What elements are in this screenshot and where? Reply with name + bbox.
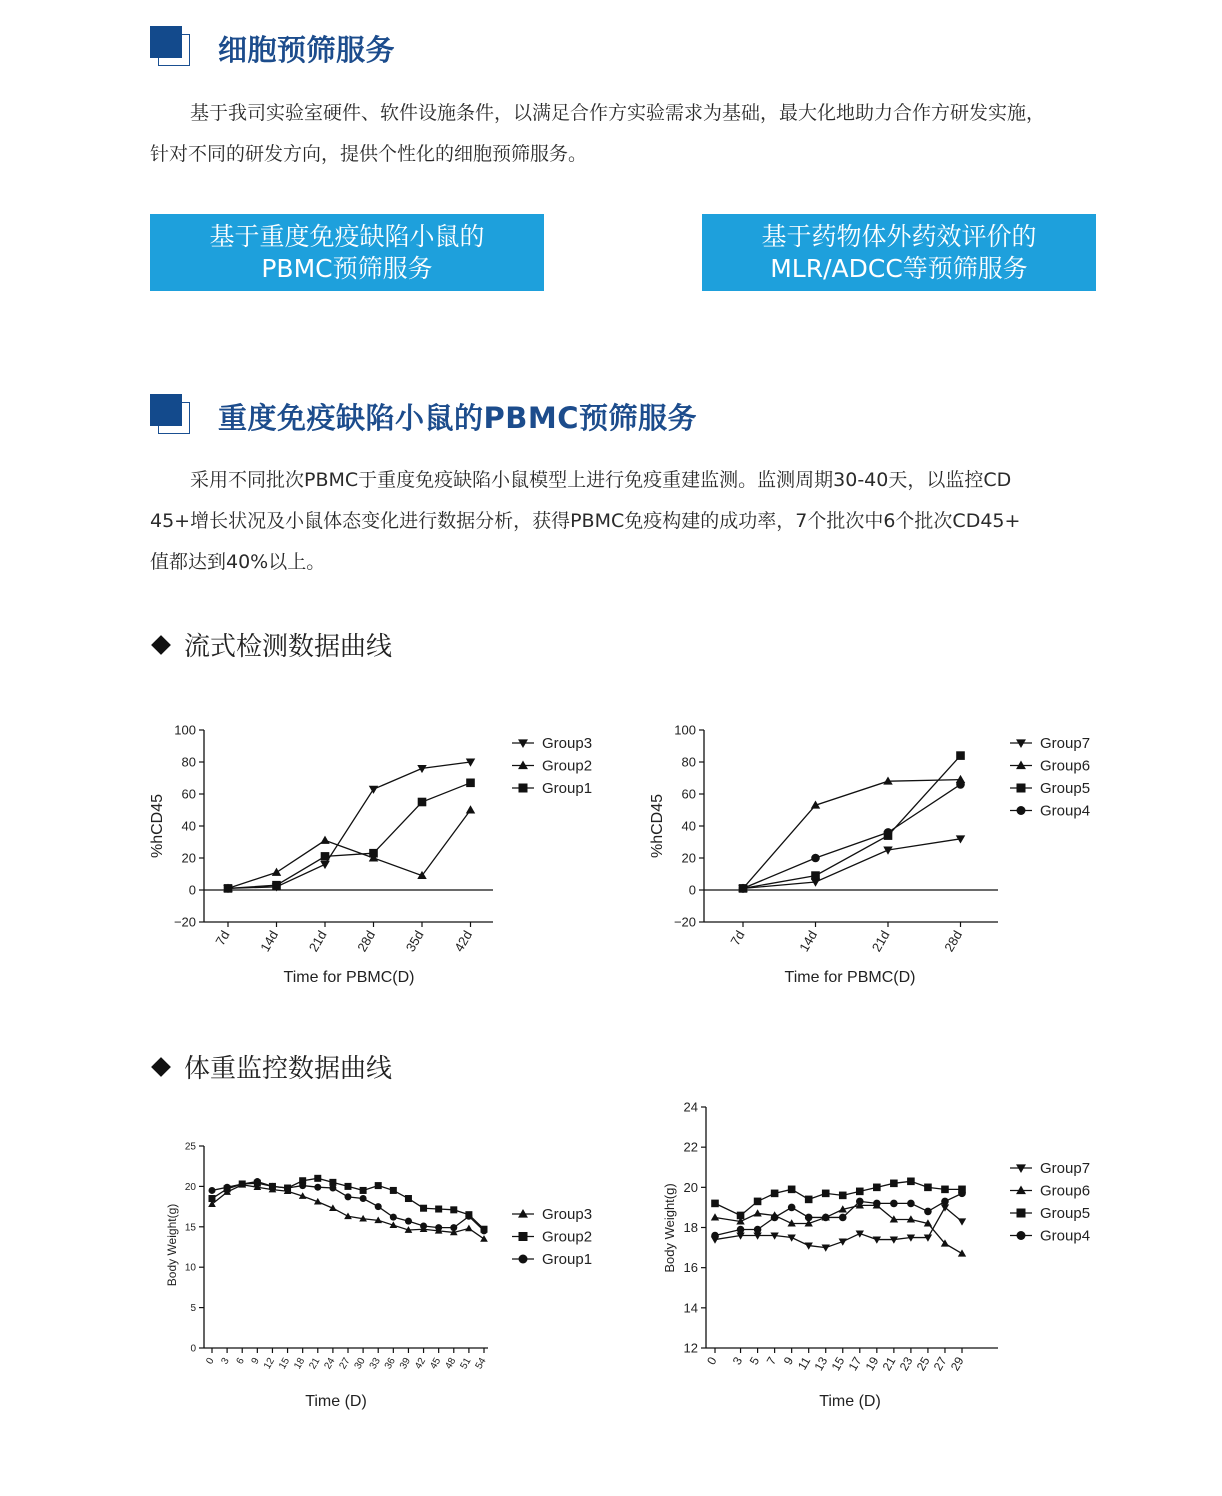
x-tick-label: 13	[811, 1354, 831, 1374]
y-tick-label: 0	[188, 882, 196, 898]
data-point-group2	[405, 1195, 412, 1202]
legend-entry: Group7	[1040, 735, 1091, 752]
legend-marker	[1017, 1209, 1026, 1218]
data-point-group5	[754, 1198, 762, 1206]
data-point-group2	[209, 1195, 216, 1202]
legend-marker	[519, 784, 528, 793]
x-tick-label: 7d	[727, 928, 748, 949]
x-tick-label: 36	[382, 1356, 398, 1372]
legend-marker	[518, 761, 528, 770]
data-point-group4	[805, 1214, 813, 1222]
data-point-group1	[321, 852, 330, 861]
data-point-group2	[320, 836, 329, 844]
data-point-group5	[737, 1212, 745, 1220]
data-point-group2	[314, 1175, 321, 1182]
x-tick-label: 21	[307, 1356, 323, 1372]
data-point-group6	[753, 1209, 761, 1216]
y-axis-label: Body Weight(g)	[165, 1203, 179, 1287]
data-point-group7	[822, 1245, 830, 1252]
data-point-group2	[345, 1183, 352, 1190]
data-point-group1	[420, 1222, 427, 1229]
x-tick-label: 45	[428, 1356, 444, 1372]
x-tick-label: 15	[828, 1354, 848, 1374]
series-line-group4	[743, 784, 961, 888]
x-tick-label: 42	[413, 1356, 429, 1372]
data-point-group1	[435, 1224, 442, 1231]
y-tick-label: −20	[673, 914, 696, 930]
data-point-group1	[465, 1213, 472, 1220]
data-point-group1	[269, 1183, 276, 1190]
y-tick-label: 40	[681, 818, 696, 834]
x-tick-label: 5	[746, 1354, 763, 1368]
legend-entry: Group6	[1040, 1182, 1091, 1200]
data-point-group4	[711, 1232, 719, 1240]
data-point-group7	[958, 1218, 966, 1225]
series-line-group4	[715, 1193, 962, 1235]
data-point-group5	[907, 1178, 915, 1186]
x-tick-label: 29	[947, 1354, 967, 1374]
data-point-group4	[907, 1200, 915, 1208]
y-tick-label: 15	[184, 1222, 196, 1234]
y-axis-label: %hCD45	[149, 793, 166, 859]
section-pbmc-paragraph: 采用不同批次PBMC于重度免疫缺陷小鼠模型上进行免疫重建监测。监测周期30-40天，以监控CD 45+增长状况及小鼠体态变化进行数据分析，获得PBMC免疫构建的成功率，7个批次中6个批次CD45+ 值都达到40%以上。	[150, 469, 1021, 573]
x-tick-label: 14d	[796, 928, 821, 955]
x-tick-label: 21d	[305, 928, 330, 955]
legend-entry: Group4	[1040, 1227, 1091, 1245]
legend-marker	[1016, 1186, 1026, 1195]
data-point-group4	[956, 780, 965, 789]
x-tick-label: 51	[458, 1356, 474, 1372]
y-tick-label: 20	[681, 850, 696, 866]
section-square-icon	[150, 394, 190, 434]
data-point-group3	[344, 1212, 352, 1219]
data-point-group1	[481, 1227, 488, 1234]
x-tick-label: 27	[337, 1356, 353, 1372]
data-point-group3	[465, 1225, 473, 1232]
x-tick-label: 17	[845, 1354, 865, 1374]
y-tick-label: 0	[190, 1343, 196, 1355]
y-axis-label: Body Weight(g)	[662, 1183, 677, 1273]
data-point-group4	[856, 1198, 864, 1206]
data-point-group1	[272, 881, 281, 890]
data-point-group2	[435, 1206, 442, 1213]
series-line-group3	[228, 762, 471, 888]
data-point-group2	[450, 1206, 457, 1213]
x-tick-label: 9	[780, 1354, 797, 1368]
data-point-group4	[884, 828, 893, 837]
x-tick-label: 3	[729, 1354, 746, 1368]
x-axis-label: Time (D)	[819, 1393, 881, 1410]
x-tick-label: 9	[249, 1356, 262, 1367]
data-point-group4	[811, 854, 820, 863]
data-point-group4	[941, 1198, 949, 1206]
y-tick-label: 25	[184, 1141, 196, 1153]
data-point-group1	[375, 1203, 382, 1210]
data-point-group4	[839, 1214, 847, 1222]
data-point-group5	[873, 1184, 881, 1192]
data-point-group1	[239, 1180, 246, 1187]
data-point-group1	[405, 1218, 412, 1225]
legend-entry: Group6	[1040, 757, 1091, 775]
y-tick-label: 60	[681, 786, 696, 802]
x-tick-label: 27	[930, 1354, 950, 1374]
x-axis-label: Time for PBMC(D)	[283, 969, 415, 986]
x-tick-label: 21d	[868, 928, 893, 955]
data-point-group4	[788, 1204, 796, 1212]
flow-chart-left	[140, 720, 620, 1000]
series-line-group7	[743, 839, 961, 889]
x-tick-label: 15	[277, 1356, 293, 1372]
x-tick-label: 7d	[212, 928, 233, 949]
data-point-group1	[369, 849, 378, 858]
y-tick-label: 10	[184, 1262, 196, 1274]
legend-marker	[1016, 739, 1026, 748]
legend-entry: Group4	[1040, 802, 1091, 820]
data-point-group4	[737, 1226, 745, 1234]
section-title: 细胞预筛服务	[218, 33, 396, 67]
legend-marker	[1017, 1231, 1026, 1240]
data-point-group5	[771, 1190, 779, 1198]
legend-entry: Group2	[542, 757, 593, 775]
data-point-group4	[890, 1200, 898, 1208]
legend-marker	[1017, 784, 1026, 793]
y-tick-label: 18	[683, 1220, 698, 1236]
data-point-group1	[329, 1185, 336, 1192]
section-title: 重度免疫缺陷小鼠的PBMC预筛服务	[218, 401, 698, 435]
data-point-group1	[224, 884, 233, 893]
x-tick-label: 3	[219, 1356, 232, 1367]
x-tick-label: 39	[397, 1356, 414, 1372]
x-tick-label: 19	[862, 1354, 882, 1374]
data-point-group5	[924, 1184, 932, 1192]
data-point-group7	[883, 847, 892, 855]
data-point-group6	[958, 1249, 966, 1256]
data-point-group5	[856, 1188, 864, 1196]
data-point-group2	[390, 1187, 397, 1194]
x-tick-label: 54	[473, 1356, 489, 1372]
y-tick-label: 40	[181, 818, 196, 834]
x-axis-label: Time for PBMC(D)	[784, 969, 916, 986]
data-point-group4	[822, 1214, 830, 1222]
x-tick-label: 6	[234, 1356, 247, 1367]
x-tick-label: 14d	[257, 928, 282, 955]
x-tick-label: 42d	[451, 928, 476, 955]
data-point-group4	[771, 1214, 779, 1222]
subsection-flow-heading: 流式检测数据曲线	[150, 626, 392, 663]
data-point-group3	[480, 1235, 488, 1242]
y-tick-label: 0	[688, 882, 696, 898]
series-line-group5	[743, 756, 961, 889]
data-point-group1	[450, 1224, 457, 1231]
weight-chart-left	[140, 1100, 620, 1430]
series-line-group6	[743, 780, 961, 889]
data-point-group1	[209, 1187, 216, 1194]
data-point-group1	[284, 1185, 291, 1192]
data-point-group1	[360, 1195, 367, 1202]
legend-entry: Group3	[542, 1206, 593, 1223]
data-point-group5	[839, 1192, 847, 1200]
diamond-bullet-icon	[151, 1057, 171, 1077]
data-point-group3	[417, 765, 426, 773]
service-mlr-adcc-button[interactable]: 基于药物体外药效评价的 MLR/ADCC等预筛服务	[702, 214, 1096, 291]
data-point-group4	[873, 1200, 881, 1208]
data-point-group1	[314, 1184, 321, 1191]
data-point-group3	[320, 861, 329, 869]
section-intro-paragraph: 基于我司实验室硬件、软件设施条件，以满足合作方实验需求为基础，最大化地助力合作方研发实施， 针对不同的研发方向，提供个性化的细胞预筛服务。	[150, 102, 1046, 165]
data-point-group5	[811, 871, 820, 880]
data-point-group4	[924, 1208, 932, 1216]
data-point-group1	[466, 779, 475, 788]
data-point-group1	[418, 798, 427, 807]
y-tick-label: 12	[683, 1340, 698, 1356]
legend-entry: Group5	[1040, 780, 1091, 797]
data-point-group4	[958, 1190, 966, 1198]
service-pbmc-button[interactable]: 基于重度免疫缺陷小鼠的 PBMC预筛服务	[150, 214, 544, 291]
data-point-group1	[254, 1178, 261, 1185]
y-tick-label: 20	[181, 850, 196, 866]
y-tick-label: 16	[683, 1260, 698, 1276]
series-line-group1	[228, 783, 471, 889]
x-tick-label: 33	[367, 1356, 383, 1372]
x-tick-label: 7	[763, 1354, 780, 1368]
legend-marker	[519, 1232, 528, 1241]
data-point-group5	[788, 1186, 796, 1194]
data-point-group3	[369, 786, 378, 794]
legend-marker	[1016, 1164, 1026, 1173]
x-tick-label: 25	[913, 1354, 933, 1374]
data-point-group5	[941, 1186, 949, 1194]
x-tick-label: 30	[352, 1356, 368, 1372]
y-tick-label: 80	[681, 754, 696, 770]
y-tick-label: 60	[181, 786, 196, 802]
data-point-group2	[466, 805, 475, 813]
x-tick-label: 48	[443, 1356, 459, 1372]
flow-chart-right	[640, 720, 1120, 1000]
x-axis-label: Time (D)	[305, 1393, 367, 1410]
y-tick-label: 20	[184, 1181, 196, 1193]
x-tick-label: 23	[896, 1354, 916, 1374]
y-tick-label: 24	[683, 1099, 698, 1115]
diamond-bullet-icon	[151, 635, 171, 655]
x-tick-label: 12	[261, 1356, 278, 1372]
y-tick-label: 20	[683, 1179, 698, 1195]
x-tick-label: 28d	[354, 928, 379, 955]
data-point-group1	[345, 1193, 352, 1200]
data-point-group5	[956, 751, 965, 760]
weight-chart-right	[640, 1095, 1120, 1430]
y-tick-label: −20	[173, 914, 196, 930]
legend-entry: Group3	[542, 735, 593, 752]
data-point-group2	[360, 1187, 367, 1194]
data-point-group2	[272, 868, 281, 876]
data-point-group2	[420, 1205, 427, 1212]
y-tick-label: 14	[683, 1300, 698, 1316]
legend-marker	[518, 1209, 528, 1218]
data-point-group1	[390, 1214, 397, 1221]
section-square-icon	[150, 26, 190, 66]
legend-marker	[1016, 761, 1026, 770]
legend-entry: Group2	[542, 1228, 593, 1246]
y-tick-label: 22	[683, 1139, 698, 1155]
y-tick-label: 100	[674, 722, 696, 738]
subsection-weight-heading: 体重监控数据曲线	[150, 1048, 392, 1085]
data-point-group1	[299, 1182, 306, 1189]
data-point-group6	[711, 1213, 719, 1220]
legend-entry: Group5	[1040, 1205, 1091, 1222]
data-point-group7	[787, 1235, 795, 1242]
y-tick-label: 80	[181, 754, 196, 770]
x-tick-label: 11	[794, 1354, 814, 1373]
data-point-group5	[805, 1196, 813, 1204]
x-tick-label: 0	[204, 1356, 217, 1367]
data-point-group5	[711, 1200, 719, 1208]
data-point-group4	[754, 1226, 762, 1234]
data-point-group5	[890, 1180, 898, 1188]
legend-marker	[518, 739, 528, 748]
data-point-group5	[822, 1190, 830, 1198]
x-tick-label: 28d	[941, 928, 966, 955]
data-point-group4	[739, 884, 748, 893]
legend-marker	[1017, 806, 1026, 815]
data-point-group2	[375, 1182, 382, 1189]
x-tick-label: 0	[704, 1354, 720, 1368]
x-tick-label: 24	[322, 1356, 338, 1372]
series-line-group2	[228, 810, 471, 888]
y-tick-label: 5	[190, 1303, 196, 1315]
legend-entry: Group7	[1040, 1160, 1091, 1177]
data-point-group1	[224, 1184, 231, 1191]
series-line-group3	[212, 1185, 484, 1239]
legend-entry: Group1	[542, 1251, 593, 1268]
y-axis-label: %hCD45	[649, 793, 666, 859]
x-tick-label: 18	[292, 1356, 308, 1372]
legend-entry: Group1	[542, 780, 593, 797]
x-tick-label: 35d	[402, 928, 427, 955]
legend-marker	[519, 1255, 528, 1264]
x-tick-label: 21	[879, 1354, 899, 1374]
y-tick-label: 100	[174, 722, 196, 738]
